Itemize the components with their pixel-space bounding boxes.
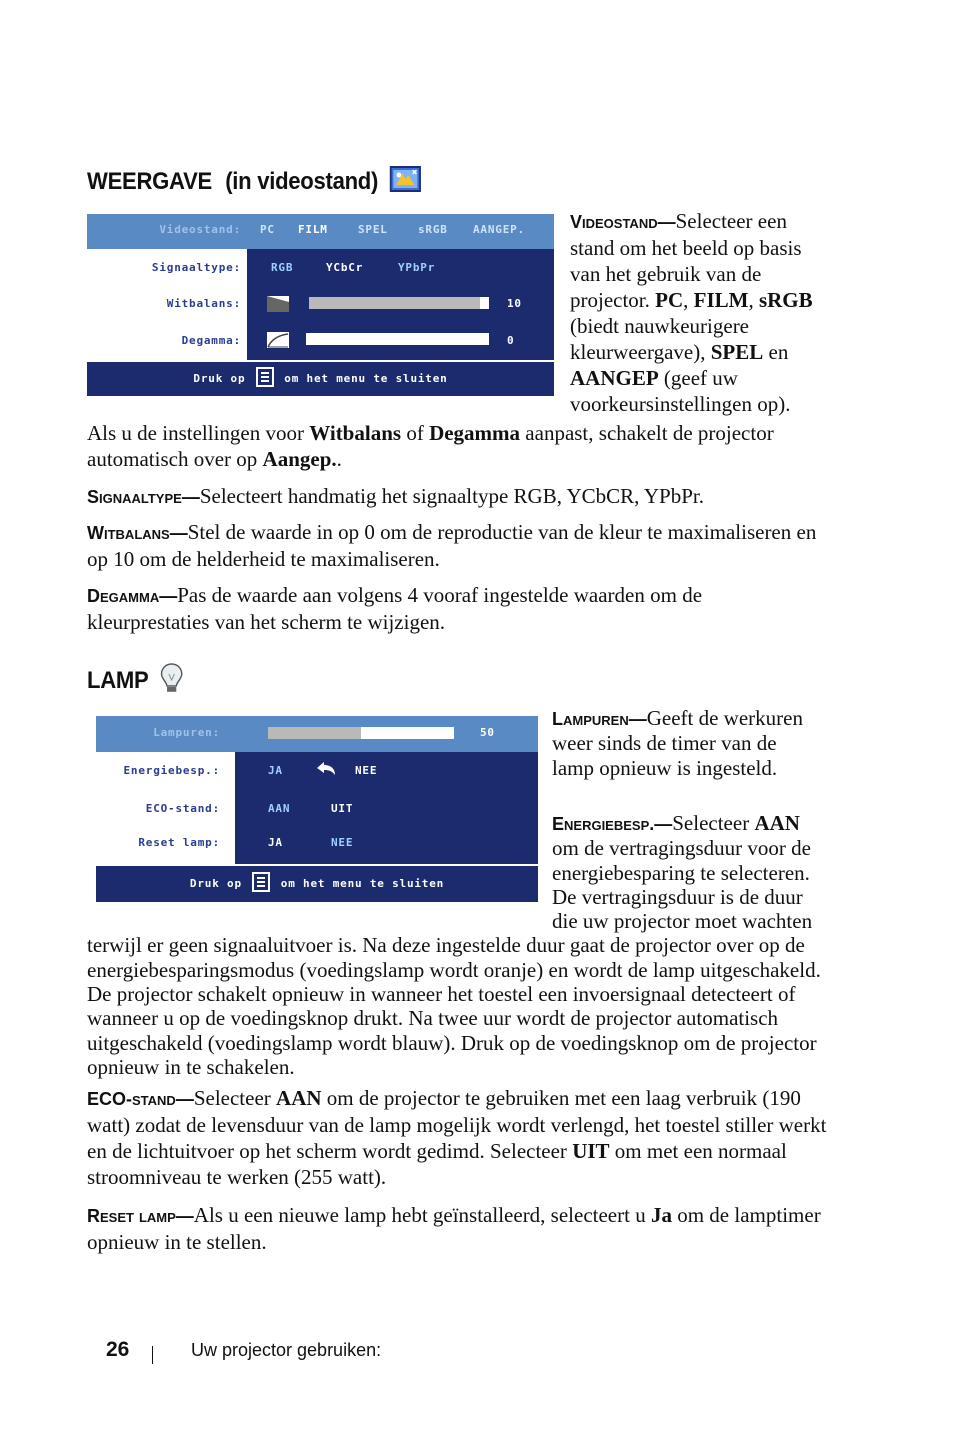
- lampuren-value: 50: [480, 726, 495, 739]
- eco-option-uit[interactable]: UIT: [331, 802, 354, 815]
- lampuren-description: [552, 706, 822, 780]
- reset-option-ja[interactable]: JA: [268, 836, 283, 849]
- text: Selecteer een stand om het beeld op basis van het gebruik van de projector.: [570, 209, 802, 312]
- witbalans-term: Witbalans: [87, 523, 170, 543]
- text-spel: SPEL: [710, 340, 764, 364]
- text-film: FILM: [693, 288, 749, 312]
- osd-lampuren-row: [96, 716, 538, 752]
- text: Selecteer: [672, 811, 755, 835]
- lampuren-term: Lampuren: [552, 709, 629, 729]
- lightbulb-icon: [159, 662, 183, 701]
- lampuren-progress: [268, 727, 454, 739]
- degamma-slider[interactable]: [306, 333, 489, 345]
- text-aangep: AANGEP: [570, 366, 659, 390]
- term-dash: —: [628, 709, 647, 729]
- text: aanpast, schakelt de projector automatisch over op: [87, 421, 774, 471]
- signaaltype-label: Signaaltype:: [151, 261, 241, 274]
- signal-option-ycbcr[interactable]: YCbCr: [326, 261, 364, 274]
- text-pc: PC: [655, 288, 684, 312]
- footer-divider: [152, 1346, 153, 1364]
- text-witbalans: Witbalans: [309, 421, 402, 445]
- degamma-value: 0: [507, 334, 515, 347]
- mode-option-srgb[interactable]: sRGB: [418, 223, 448, 236]
- energiebesp-option-ja[interactable]: JA: [268, 764, 283, 777]
- text-uit: UIT: [572, 1139, 610, 1163]
- term-dash: —: [654, 814, 673, 834]
- text: ,: [748, 288, 759, 312]
- display-icon: [389, 166, 420, 199]
- lampuren-label: Lampuren:: [153, 726, 220, 739]
- text: om de lamptimer opnieuw in te stellen.: [87, 1203, 821, 1254]
- videostand-description: [570, 208, 830, 417]
- text: (geef uw voorkeursinstellingen op).: [570, 366, 791, 416]
- reset-lamp-term: Reset lamp: [87, 1206, 176, 1226]
- heading-suffix: (in videostand): [225, 167, 379, 195]
- mode-option-film[interactable]: FILM: [298, 223, 328, 236]
- signaaltype-term: Signaaltype: [87, 487, 182, 507]
- footer-section-title: Uw projector gebruiken:: [191, 1340, 382, 1360]
- term-dash: —: [175, 1089, 194, 1109]
- reset-lamp-paragraph: [87, 1202, 827, 1255]
- osd-footer: [87, 360, 554, 396]
- mode-option-pc[interactable]: PC: [260, 223, 275, 236]
- text: Geeft de werkuren weer sinds de timer van de lamp opnieuw is ingesteld.: [552, 706, 803, 780]
- text: Als u de instellingen voor: [87, 421, 310, 445]
- aanpas-paragraph: [87, 420, 827, 472]
- footer-post-text: om het menu te sluiten: [280, 877, 445, 890]
- videostand-term: Videostand: [570, 212, 658, 232]
- osd-weergave-menu: [87, 214, 554, 396]
- reset-option-nee[interactable]: NEE: [331, 836, 354, 849]
- signal-option-ypbpr[interactable]: YPbPr: [398, 261, 436, 274]
- text: of: [401, 421, 430, 445]
- mode-option-spel[interactable]: SPEL: [358, 223, 388, 236]
- signaaltype-paragraph: [87, 483, 827, 510]
- energiebesp-label: Energiebesp.:: [123, 764, 220, 777]
- signal-option-rgb[interactable]: RGB: [271, 261, 294, 274]
- text: en: [763, 340, 789, 364]
- witbalans-label: Witbalans:: [166, 297, 241, 310]
- witbalans-paragraph: [87, 519, 827, 572]
- term-part: -stand: [126, 1089, 176, 1109]
- text: Selecteert handmatig het signaaltype RGB, YCbCR, YPbPr.: [199, 484, 704, 508]
- text: Selecteer: [193, 1086, 277, 1110]
- text-aangep: Aangep.: [262, 447, 337, 471]
- footer-pre-text: Druk op: [189, 877, 242, 890]
- eco-stand-term: [87, 1089, 176, 1109]
- term-dash: —: [169, 523, 188, 543]
- text: ,: [683, 288, 694, 312]
- degamma-term: Degamma: [87, 586, 160, 606]
- text: om de vertragingsduur voor de energiebesparing te selecteren. De vertragingsduur is de duur die uw projector moet wachten terwijl er geen signaaluitvoer is. Na deze ingestelde duur gaat de projector over op de energiebesparingsmodus (voedingslamp wordt oranje) en wordt de lamp uitgeschakeld. De projector schakelt opnieuw in wanneer het toestel een invoersignaal detecteert of wanneer u op de voedingsknop drukt. Na twee uur wordt de projector automatisch uitgeschakeld (voedingslamp wordt blauw). Druk op de voedingsknop om de projector opnieuw in te schakelen.: [87, 836, 821, 1079]
- text: Pas de waarde aan volgens 4 vooraf ingestelde waarden om de kleurprestaties van het scherm te wijzigen.: [87, 583, 703, 634]
- text-degamma: Degamma: [429, 421, 521, 445]
- energiebesp-paragraph: [87, 811, 827, 1079]
- return-arrow-icon: [315, 760, 337, 781]
- degamma-paragraph: [87, 582, 827, 635]
- eco-option-aan[interactable]: AAN: [268, 802, 291, 815]
- text-srgb: sRGB: [758, 288, 813, 312]
- mode-option-aangep[interactable]: AANGEP.: [473, 223, 525, 236]
- eco-stand-paragraph: [87, 1085, 827, 1190]
- videostand-label: Videostand:: [159, 223, 241, 236]
- energiebesp-option-nee[interactable]: NEE: [355, 764, 378, 777]
- menu-button-icon: [256, 367, 274, 387]
- text: Stel de waarde in op 0 om de reproductie van de kleur te maximaliseren en op 10 om de helderheid te maximaliseren.: [87, 520, 817, 571]
- reset-lamp-label: Reset lamp:: [138, 836, 220, 849]
- witbalans-value: 10: [507, 297, 522, 310]
- text: om de projector te gebruiken met een laag verbruik (190 watt) zodat de levensduur van de lamp mogelijk wordt verlengd, het toestel stiller werkt en de lichtuitvoer op het scherm wordt gedimd. Selecteer: [87, 1086, 827, 1163]
- footer-pre-text: Druk op: [193, 372, 246, 385]
- term-dash: —: [175, 1206, 194, 1226]
- degamma-label: Degamma:: [181, 334, 241, 347]
- degamma-icon: [267, 332, 289, 348]
- text-aan: AAN: [754, 811, 800, 835]
- heading-title: WEERGAVE: [87, 167, 212, 195]
- text-aan: AAN: [276, 1086, 322, 1110]
- heading-title: LAMP: [87, 666, 149, 694]
- section-heading-weergave: [87, 166, 421, 199]
- eco-stand-label: ECO-stand:: [145, 802, 220, 815]
- page-number: 26: [106, 1338, 130, 1361]
- term-part: ECO: [87, 1089, 127, 1109]
- text: Als u een nieuwe lamp hebt geïnstalleerd, selecteert u: [193, 1203, 651, 1227]
- witbalans-slider-fill: [309, 297, 480, 309]
- witbalans-slider[interactable]: [309, 297, 489, 309]
- text: .: [336, 447, 342, 471]
- footer-post-text: om het menu te sluiten: [284, 372, 448, 385]
- text: om met een normaal stroomniveau te werken (255 watt).: [87, 1139, 787, 1189]
- section-heading-lamp: [87, 662, 183, 701]
- term-dash: —: [657, 212, 676, 232]
- osd-videostand-row[interactable]: [87, 214, 554, 249]
- text: (biedt nauwkeurigere kleurweergave),: [570, 314, 750, 364]
- energiebesp-float-spacer: [87, 811, 552, 929]
- text-ja: Ja: [650, 1203, 672, 1227]
- witbalans-icon: [267, 296, 289, 312]
- term-dash: —: [181, 487, 200, 507]
- term-dash: —: [159, 586, 178, 606]
- energiebesp-term: Energiebesp.: [552, 814, 655, 834]
- lampuren-progress-fill: [268, 727, 361, 739]
